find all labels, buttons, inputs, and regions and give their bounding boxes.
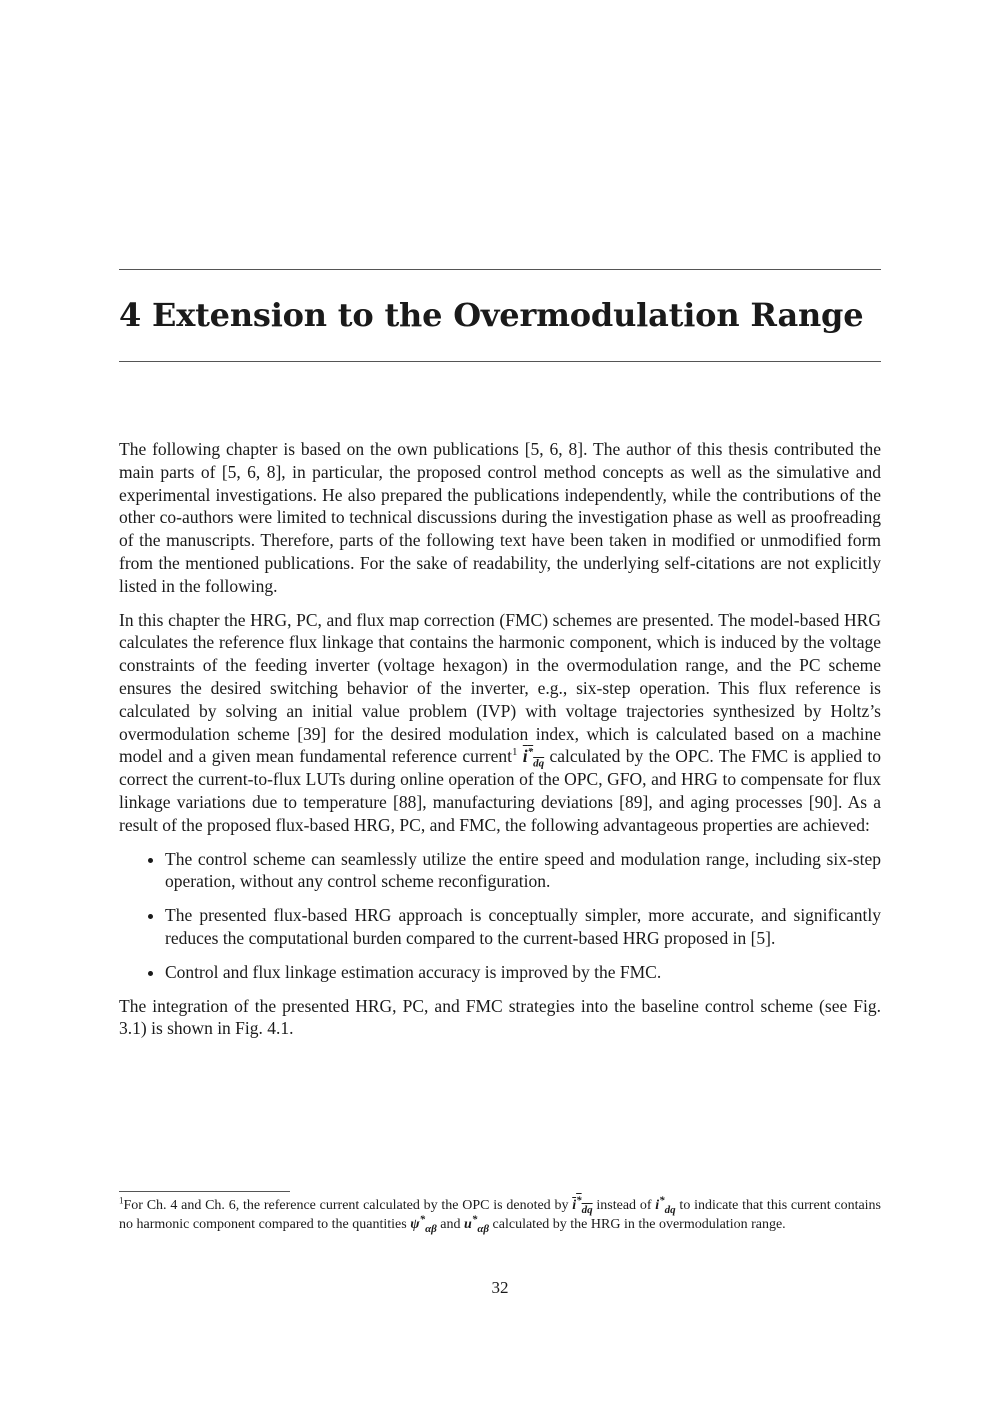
footnote-symbol-voltage: $u^*_{\alpha\beta}$ — [464, 1213, 490, 1235]
list-item: • The control scheme can seamlessly utilize the entire speed and modulation range, including six-step operation, without any control scheme reconfiguration. — [165, 848, 881, 894]
footnote-reference: 1 — [511, 746, 518, 759]
paragraph-chapter-overview — [119, 609, 881, 837]
list-item: • Control and flux linkage estimation accuracy is improved by the FMC. — [165, 961, 881, 984]
page-number: 32 — [491, 1278, 509, 1297]
paragraph-text-part-2: calculated by the OPC. The FMC is applied to correct the current-to-flux LUTs during online operation of the OPC, GFO, and HRG to compensate for flux linkage variations due to temperature [88], manufacturing deviations [89], and aging processes [90]. As a result of the proposed flux-based HRG, PC, and FMC, the following advantageous properties are achieved: — [119, 746, 882, 835]
body-text — [119, 438, 881, 1051]
chapter-rule-top — [119, 269, 881, 270]
footnote-mark: 1 — [119, 1195, 124, 1206]
paragraph-text-part-1: In this chapter the HRG, PC, and flux map correction (FMC) schemes are presented. The model-based HRG calculates the reference flux linkage that contains the harmonic component, which is induced by the voltage constraints of the feeding inverter (voltage hexagon) in the overmodulation range, and the PC scheme ensures the desired switching behavior of the inverter, e.g., six-step operation. This flux reference is calculated by solving an initial value problem (IVP) with voltage trajectories synthesized by Holtz’s overmodulation scheme [39] for the desired modulation index, which is calculated based on a machine model and a given mean fundamental reference current — [119, 609, 881, 767]
list-item: • The presented flux-based HRG approach is conceptually simpler, more accurate, and significantly reduces the computational burden compared to the current-based HRG proposed in [5]. — [165, 904, 881, 950]
advantages-list — [119, 848, 881, 984]
footnote-symbol-flux: $\psi^*_{\alpha\beta}$ — [410, 1213, 437, 1235]
chapter-title: 4 Extension to the Overmodulation Range — [119, 296, 864, 334]
paragraph-integration: The integration of the presented HRG, PC, and FMC strategies into the baseline control scheme (see Fig. 3.1) is shown in Fig. 4.1. — [119, 995, 881, 1039]
paragraph-publications: The following chapter is based on the own publications [5, 6, 8]. The author of this thesis contributed the main parts of [5, 6, 8], in particular, the proposed control method concepts as well as the simulative and experimental investigations. He also prepared the publications independently, while the contributions of the other co-authors were limited to technical discussions during the investigation phase as well as proofreading of the manuscripts. Therefore, parts of the following text have been taken in modified or unmodified form from the mentioned publications. For the sake of readability, the underlying self-citations are not explicitly listed in the following. — [119, 439, 881, 596]
footnote-symbol-mean-current: $i^*_{dq}$ — [572, 1194, 593, 1216]
reference-current-symbol: $i^*_{dq}$ — [522, 746, 545, 770]
footnote-rule — [119, 1191, 290, 1192]
chapter-rule-bottom — [119, 361, 881, 362]
footnote: $^1$For Ch. 4 and Ch. 6, the reference current calculated by the OPC is denoted by $i^*_{dq}$ instead of $i^*_{dq}$ to indicate that this current contains no harmonic component compared to the quantities $\psi^*_{\alpha\beta}$ and $u^*_{\alpha\beta}$ calculated by the HRG in the overmodulation range. — [119, 1194, 882, 1235]
footnote-symbol-current: $i^*_{dq}$ — [655, 1194, 676, 1216]
